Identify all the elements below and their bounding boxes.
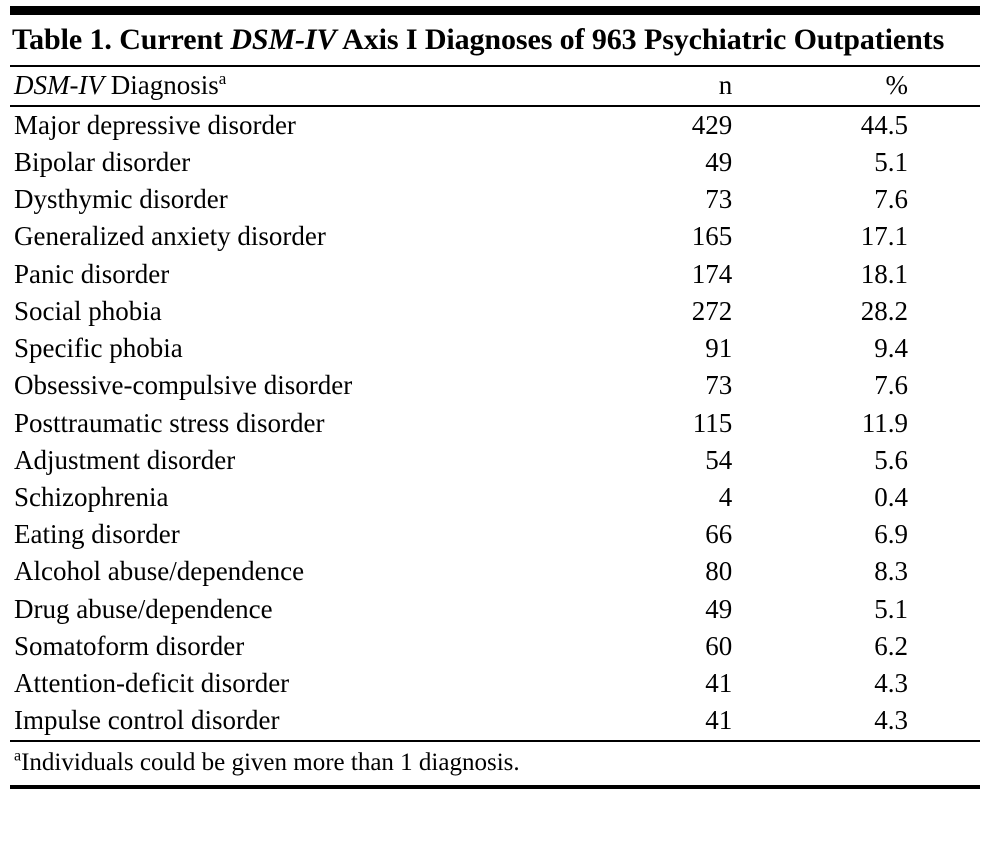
caption-italic-term: DSM-IV bbox=[230, 23, 337, 56]
table-bottom-rule bbox=[10, 785, 980, 789]
cell-percent: 5.1 bbox=[874, 146, 908, 177]
cell-diagnosis: Posttraumatic stress disorder bbox=[14, 407, 325, 438]
cell-diagnosis: Adjustment disorder bbox=[14, 444, 236, 475]
column-header-diagnosis-rest: Diagnosis bbox=[103, 70, 219, 101]
cell-percent: 4.3 bbox=[874, 705, 908, 736]
table-row bbox=[10, 256, 980, 293]
cell-n: 41 bbox=[705, 705, 733, 736]
cell-diagnosis: Specific phobia bbox=[14, 333, 183, 364]
table-row bbox=[10, 553, 980, 590]
cell-n: 73 bbox=[705, 370, 733, 401]
cell-diagnosis: Somatoform disorder bbox=[14, 630, 245, 661]
table-footnote bbox=[10, 742, 980, 785]
cell-n: 60 bbox=[705, 630, 733, 661]
cell-percent: 7.6 bbox=[874, 370, 908, 401]
cell-n: 91 bbox=[705, 333, 733, 364]
diagnoses-table bbox=[10, 67, 980, 104]
cell-n: 174 bbox=[691, 258, 733, 289]
cell-n: 115 bbox=[692, 407, 733, 438]
cell-diagnosis: Schizophrenia bbox=[14, 481, 169, 512]
table-caption bbox=[10, 15, 980, 65]
table-row bbox=[10, 218, 980, 255]
cell-diagnosis: Dysthymic disorder bbox=[14, 184, 228, 215]
table-row bbox=[10, 442, 980, 479]
cell-percent: 6.9 bbox=[874, 519, 908, 550]
table-row bbox=[10, 405, 980, 442]
caption-suffix: Axis I Diagnoses of 963 Psychiatric Outpatients bbox=[336, 23, 945, 56]
cell-percent: 44.5 bbox=[860, 109, 908, 140]
cell-n: 54 bbox=[705, 444, 733, 475]
caption-prefix: Table 1. Current bbox=[12, 23, 231, 56]
table-row bbox=[10, 367, 980, 404]
table-row bbox=[10, 330, 980, 367]
cell-percent: 9.4 bbox=[874, 333, 908, 364]
cell-n: 4 bbox=[718, 481, 733, 512]
cell-diagnosis: Major depressive disorder bbox=[14, 109, 296, 140]
cell-n: 49 bbox=[705, 593, 733, 624]
table-row bbox=[10, 702, 980, 739]
cell-diagnosis: Panic disorder bbox=[14, 258, 170, 289]
table-header bbox=[10, 67, 980, 104]
cell-n: 41 bbox=[705, 668, 733, 699]
cell-diagnosis: Bipolar disorder bbox=[14, 146, 191, 177]
cell-percent: 6.2 bbox=[874, 630, 908, 661]
cell-n: 165 bbox=[691, 221, 733, 252]
cell-percent: 17.1 bbox=[860, 221, 908, 252]
footnote-marker: a bbox=[14, 747, 22, 765]
cell-n: 66 bbox=[705, 519, 733, 550]
cell-diagnosis: Attention-deficit disorder bbox=[14, 668, 290, 699]
table-row bbox=[10, 665, 980, 702]
table-row bbox=[10, 479, 980, 516]
cell-n: 80 bbox=[705, 556, 733, 587]
cell-percent: 0.4 bbox=[874, 481, 908, 512]
cell-percent: 11.9 bbox=[861, 407, 908, 438]
cell-n: 272 bbox=[691, 295, 733, 326]
cell-percent: 28.2 bbox=[860, 295, 908, 326]
table-top-rule bbox=[10, 6, 980, 15]
cell-n: 429 bbox=[691, 109, 733, 140]
cell-n: 49 bbox=[705, 146, 733, 177]
column-header-footnote-marker: a bbox=[218, 69, 227, 89]
cell-n: 73 bbox=[705, 184, 733, 215]
cell-percent: 5.6 bbox=[874, 444, 908, 475]
cell-percent: 4.3 bbox=[874, 668, 908, 699]
diagnoses-table-body bbox=[10, 107, 980, 740]
cell-diagnosis: Eating disorder bbox=[14, 519, 180, 550]
cell-percent: 5.1 bbox=[874, 593, 908, 624]
table-row bbox=[10, 293, 980, 330]
column-header-diagnosis bbox=[10, 67, 573, 104]
column-header-diagnosis-italic: DSM-IV bbox=[14, 70, 104, 101]
table-row bbox=[10, 181, 980, 218]
table-row bbox=[10, 107, 980, 144]
table-header-row bbox=[10, 67, 980, 104]
table-container bbox=[0, 6, 990, 789]
cell-diagnosis: Alcohol abuse/dependence bbox=[14, 556, 305, 587]
table-row bbox=[10, 144, 980, 181]
cell-percent: 18.1 bbox=[860, 258, 908, 289]
table-row bbox=[10, 628, 980, 665]
cell-diagnosis: Drug abuse/dependence bbox=[14, 593, 273, 624]
cell-percent: 7.6 bbox=[874, 184, 908, 215]
table-row bbox=[10, 516, 980, 553]
column-header-n: n bbox=[718, 70, 733, 101]
column-header-percent: % bbox=[885, 70, 908, 101]
cell-diagnosis: Impulse control disorder bbox=[14, 705, 280, 736]
footnote-text: Individuals could be given more than 1 diagnosis. bbox=[21, 748, 520, 776]
cell-diagnosis: Obsessive-compulsive disorder bbox=[14, 370, 353, 401]
cell-percent: 8.3 bbox=[874, 556, 908, 587]
cell-diagnosis: Generalized anxiety disorder bbox=[14, 221, 326, 252]
table-row bbox=[10, 591, 980, 628]
table-body bbox=[10, 107, 980, 740]
cell-diagnosis: Social phobia bbox=[14, 295, 162, 326]
